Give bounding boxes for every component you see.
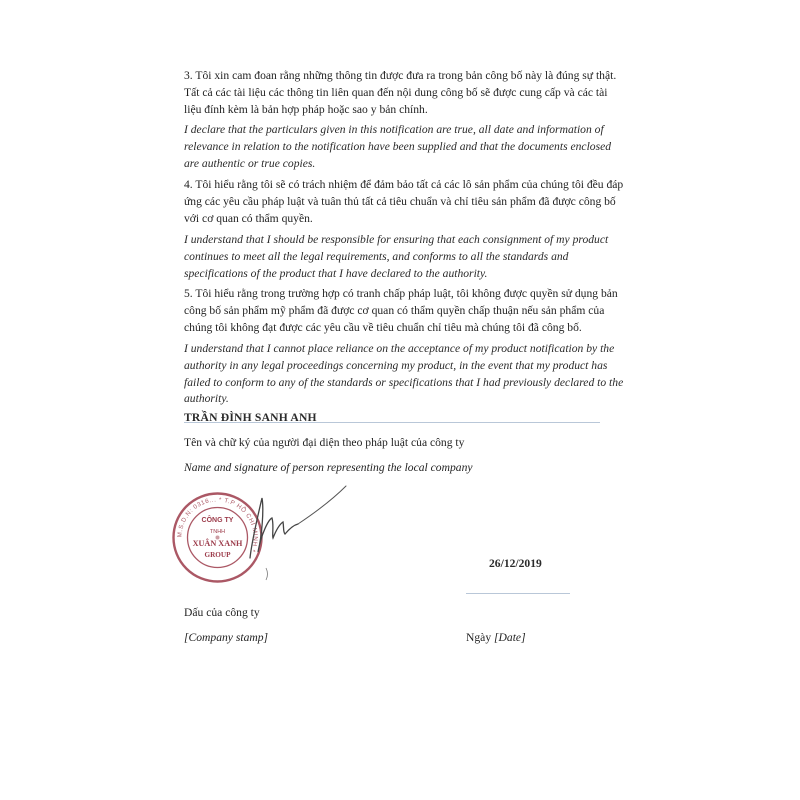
stamp-line-2: TNHH (209, 529, 226, 535)
stamp-line-1: CÔNG TY (201, 517, 234, 524)
representative-label-english: Name and signature of person representing the local company (184, 461, 473, 474)
clause-3-english: I declare that the particulars given in this notification are true, all date and information of relevance in relation to the notification have been supplied and that the documents enclosed are authentic or true copies. (184, 123, 612, 170)
signing-date: 26/12/2019 (489, 557, 542, 570)
company-stamp-label-vietnamese: Dấu của công ty (184, 606, 260, 619)
clause-4-english: I understand that I should be responsible for ensuring that each consignment of my product continues to meet all the legal requirements, and conforms to all the standards and specifications of the product that I have declared to the authority. (184, 233, 609, 280)
clause-4-vietnamese: 4. Tôi hiểu rằng tôi sẽ có trách nhiệm để đảm bảo tất cả các lô sản phẩm của chúng tôi đều đáp ứng các yêu cầu pháp luật và tuân thủ tất cả tiêu chuẩn và chỉ tiêu sản phẩm đã được công bố với cơ quan có thẩm quyền. (184, 178, 624, 225)
date-label-english: [Date] (494, 631, 526, 644)
handwritten-signature (228, 480, 353, 590)
date-label-vietnamese: Ngày (466, 631, 495, 644)
clause-5-english: I understand that I cannot place reliance on the acceptance of my product notification by the authority in any legal proceedings concerning my product, in the event that my product has failed to conform to any of the standards or specifications that I had previously declared to the authority. (184, 342, 624, 406)
stamp-line-3: XUÂN XANH (192, 539, 243, 548)
stamp-ring-text: M.S.D.N: 0316... * T.P HỒ CHÍ MINH * (176, 496, 259, 554)
stamp-line-4: GROUP (204, 551, 231, 559)
representative-name: TRẦN ĐÌNH SANH ANH (184, 411, 317, 424)
date-line (466, 593, 570, 594)
representative-signature-line (184, 422, 600, 423)
representative-label-vietnamese: Tên và chữ ký của người đại diện theo pháp luật của công ty (184, 436, 465, 449)
date-label (466, 631, 526, 644)
company-stamp-label-english: [Company stamp] (184, 631, 269, 644)
clause-5-vietnamese: 5. Tôi hiểu rằng trong trường hợp có tranh chấp pháp luật, tôi không được quyền sử dụng bản công bố sản phẩm mỹ phẩm đã được cơ quan có thẩm quyền chấp thuận nếu sản phẩm của chúng tôi không đạt được các yêu cầu về tiêu chuẩn chỉ tiêu mà chúng tôi đã công bố. (184, 287, 618, 334)
clause-3-vietnamese: 3. Tôi xin cam đoan rằng những thông tin được đưa ra trong bản công bố này là đúng sự thật. Tất cả các tài liệu các thông tin liên quan đến nội dung công bố sẽ được cung cấp và các tài liệu đính kèm là bản hợp pháp hoặc sao y bản chính. (184, 69, 617, 116)
